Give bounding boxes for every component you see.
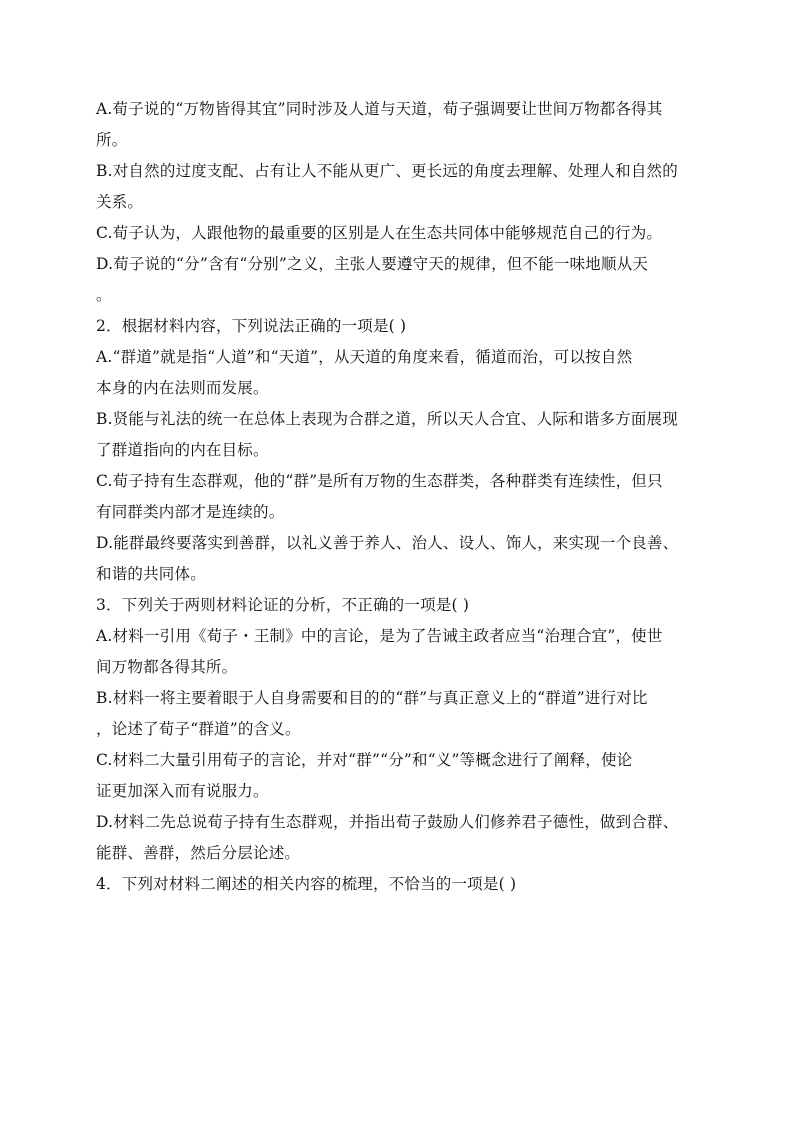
text-line: 和谐的共同体。 <box>96 565 206 583</box>
text-line: 所。 <box>96 131 128 149</box>
text-line: A.荀子说的“万物皆得其宜”同时涉及人道与天道，荀子强调要让世间万物都各得其 <box>96 100 663 118</box>
text-line: 3．下列关于两则材料论证的分析，不正确的一项是( ) <box>96 596 470 614</box>
question-block-q3 <box>96 590 700 869</box>
text-line: 。 <box>96 286 112 304</box>
text-line: D.荀子说的“分”含有“分别”之义，主张人要遵守天的规律，但不能一味地顺从天 <box>96 255 649 273</box>
text-line: 关系。 <box>96 193 144 211</box>
text-line: 能群、善群，然后分层论述。 <box>96 844 301 862</box>
text-line: 4．下列对材料二阐述的相关内容的梳理，不恰当的一项是( ) <box>96 875 517 893</box>
text-line: B.材料一将主要着眼于人自身需要和目的的“群”与真正意义上的“群道”进行对比 <box>96 689 648 707</box>
text-line: 证更加深入而有说服力。 <box>96 782 269 800</box>
text-line: 有同群类内部才是连续的。 <box>96 503 285 521</box>
question-block-q2 <box>96 311 700 590</box>
text-line: ，论述了荀子“群道”的含义。 <box>96 720 301 738</box>
text-line: 了群道指向的内在目标。 <box>96 441 269 459</box>
text-line: D.材料二先总说荀子持有生态群观，并指出荀子鼓励人们修养君子德性，做到合群、 <box>96 813 679 831</box>
text-line: C.荀子认为，人跟他物的最重要的区别是人在生态共同体中能够规范自己的行为。 <box>96 224 663 242</box>
question-block-q4 <box>96 869 700 900</box>
question-block-q1-options <box>96 94 700 311</box>
text-line: B.贤能与礼法的统一在总体上表现为合群之道，所以天人合宜、人际和谐多方面展现 <box>96 410 678 428</box>
text-line: 本身的内在法则而发展。 <box>96 379 269 397</box>
text-line: B.对自然的过度支配、占有让人不能从更广、更长远的角度去理解、处理人和自然的 <box>96 162 678 180</box>
text-line: 间万物都各得其所。 <box>96 658 238 676</box>
text-line: 2．根据材料内容，下列说法正确的一项是( ) <box>96 317 407 335</box>
text-line: A.“群道”就是指“人道”和“天道”，从天道的角度来看，循道而治，可以按自然 <box>96 348 633 366</box>
text-line: C.荀子持有生态群观，他的“群”是所有万物的生态群类，各种群类有连续性，但只 <box>96 472 663 490</box>
text-line: D.能群最终要落实到善群，以礼义善于养人、治人、设人、饰人，来实现一个良善、 <box>96 534 679 552</box>
text-line: C.材料二大量引用荀子的言论，并对“群”“分”和“义”等概念进行了阐释，使论 <box>96 751 633 769</box>
text-line: A.材料一引用《荀子・王制》中的言论，是为了告诫主政者应当“治理合宜”，使世 <box>96 627 663 645</box>
question-content <box>96 94 700 900</box>
